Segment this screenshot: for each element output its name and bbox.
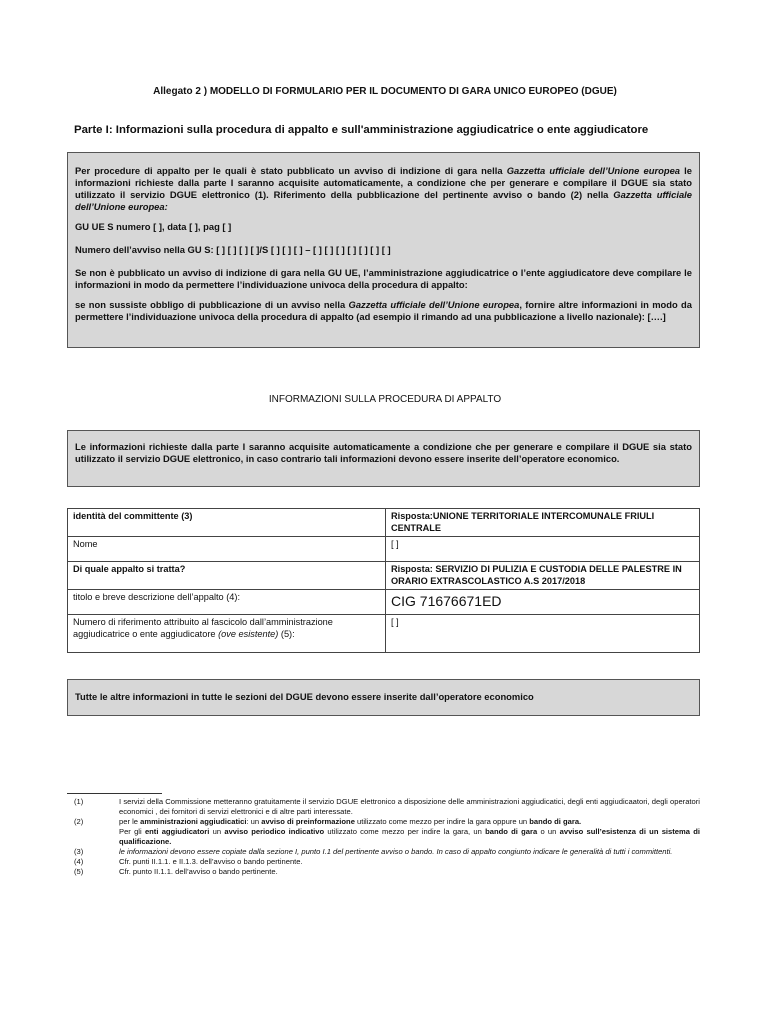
gu-notice-number: Numero dell’avviso nella GU S: [ ] [ ] [ ] [ ]/S [ ] [ ] [ ] – [ ] [ ] [ ] [ ] [ ] [ ] [ ] — [75, 244, 391, 255]
footnote-number: (1) — [74, 797, 84, 806]
riferimento-label: Numero di riferimento attribuito al fascicolo dall’amministrazione aggiudicatrice o ente aggiudicatore (ove esistente) (5): — [68, 615, 386, 653]
table-row — [68, 590, 700, 615]
part-title: Parte I: Informazioni sulla procedura di appalto e sull'amministrazione aggiudicatrice o ente aggiudicatore — [74, 124, 649, 136]
titolo-label: titolo e breve descrizione dell’appalto (4): — [68, 590, 386, 615]
committente-label: identità del committente (3) — [68, 509, 386, 537]
footnote-text: per le amministrazioni aggiudicatici: un avviso di preinformazione utilizzato come mezzo per indire la gara oppure un bando di gara. Per gli enti aggiudicatori un avviso periodico indicativo utilizzato come mezzo per indire la gara, un bando di gara o un avviso sull’esistenza di un sistema di qualificazione. — [119, 817, 700, 846]
nome-field[interactable]: [ ] — [386, 537, 700, 562]
footnote-2 — [67, 817, 700, 847]
gu-ue-reference: GU UE S numero [ ], data [ ], pag [ ] — [75, 221, 232, 232]
footnote-3 — [67, 847, 700, 857]
nome-label: Nome — [68, 537, 386, 562]
publication-info-box — [67, 152, 700, 348]
footnote-number: (2) — [74, 817, 84, 826]
auto-acquisition-text: Le informazioni richieste dalla parte I saranno acquisite automaticamente a condizione che per generare e compilare il DGUE sia stato utilizzato il servizio DGUE elettronico, in caso contrario tali informazioni devono essere inserite dell’operatore economico. — [75, 441, 692, 464]
cig-field[interactable]: CIG 71676671ED — [386, 590, 700, 615]
auto-acquisition-box — [67, 430, 700, 487]
table-row — [68, 615, 700, 653]
footnote-number: (3) — [74, 847, 84, 856]
footnote-number: (4) — [74, 857, 84, 866]
footnote-text: le informazioni devono essere copiate dalla sezione I, punto I.1 del pertinente avviso o bando. In caso di appalto congiunto indicare le generalità di tutti i committenti. — [119, 847, 673, 856]
table-row — [68, 509, 700, 537]
procedure-info-table — [67, 508, 700, 653]
committente-answer[interactable]: Risposta:UNIONE TERRITORIALE INTERCOMUNALE FRIULI CENTRALE — [386, 509, 700, 537]
footnote-text: Cfr. punti II.1.1. e II.1.3. dell’avviso o bando pertinente. — [119, 857, 303, 866]
footnote-number: (5) — [74, 867, 84, 876]
section-heading: INFORMAZIONI SULLA PROCEDURA DI APPALTO — [268, 394, 502, 405]
table-row — [68, 537, 700, 562]
footnote-text: Cfr. punto II.1.1. dell’avviso o bando pertinente. — [119, 867, 278, 876]
no-publication-note: Se non è pubblicato un avviso di indizione di gara nella GU UE, l’amministrazione aggiudicatrice o l’ente aggiudicatore deve compilare le informazioni in modo da permettere l’individuazione univoca della procedura di appalto: — [75, 267, 692, 290]
riferimento-field[interactable]: [ ] — [386, 615, 700, 653]
operator-info-box — [67, 679, 700, 716]
appalto-question: Di quale appalto si tratta? — [68, 562, 386, 590]
operator-info-text: Tutte le altre informazioni in tutte le sezioni del DGUE devono essere inserite dall’operatore economico — [75, 691, 534, 702]
appalto-answer[interactable]: Risposta: SERVIZIO DI PULIZIA E CUSTODIA DELLE PALESTRE IN ORARIO EXTRASCOLASTICO A.S 2017/2018 — [386, 562, 700, 590]
table-row — [68, 562, 700, 590]
footnotes — [67, 797, 700, 877]
footnote-4 — [67, 857, 700, 867]
footnote-text: I servizi della Commissione metteranno gratuitamente il servizio DGUE elettronico a disposizione delle amministrazioni aggiudicatici, degli enti aggiudicaatori, degli operatori economici , dei fornitori di servizi elettronici e di altre parti interessate. — [119, 797, 700, 816]
footnote-5 — [67, 867, 700, 877]
footnote-divider — [67, 793, 162, 794]
no-obligation-note: se non sussiste obbligo di pubblicazione di un avviso nella Gazzetta ufficiale dell’Unione europea, fornire altre informazioni in modo da permettere l’individuazione univoca della procedura di appalto (ad esempio il rimando ad una pubblicazione a livello nazionale): [….] — [75, 299, 692, 322]
footnote-1 — [67, 797, 700, 817]
document-title: Allegato 2 ) MODELLO DI FORMULARIO PER IL DOCUMENTO DI GARA UNICO EUROPEO (DGUE) — [153, 86, 617, 97]
publication-intro: Per procedure di appalto per le quali è stato pubblicato un avviso di indizione di gara nella Gazzetta ufficiale dell’Unione europea le informazioni richieste dalla parte I saranno acquisite automaticamente, a condizione che per generare e compilare il DGUE sia stato utilizzato il servizio DGUE elettronico (1). Riferimento della pubblicazione del pertinente avviso o bando (2) nella Gazzetta ufficiale dell’Unione europea: — [75, 165, 692, 212]
